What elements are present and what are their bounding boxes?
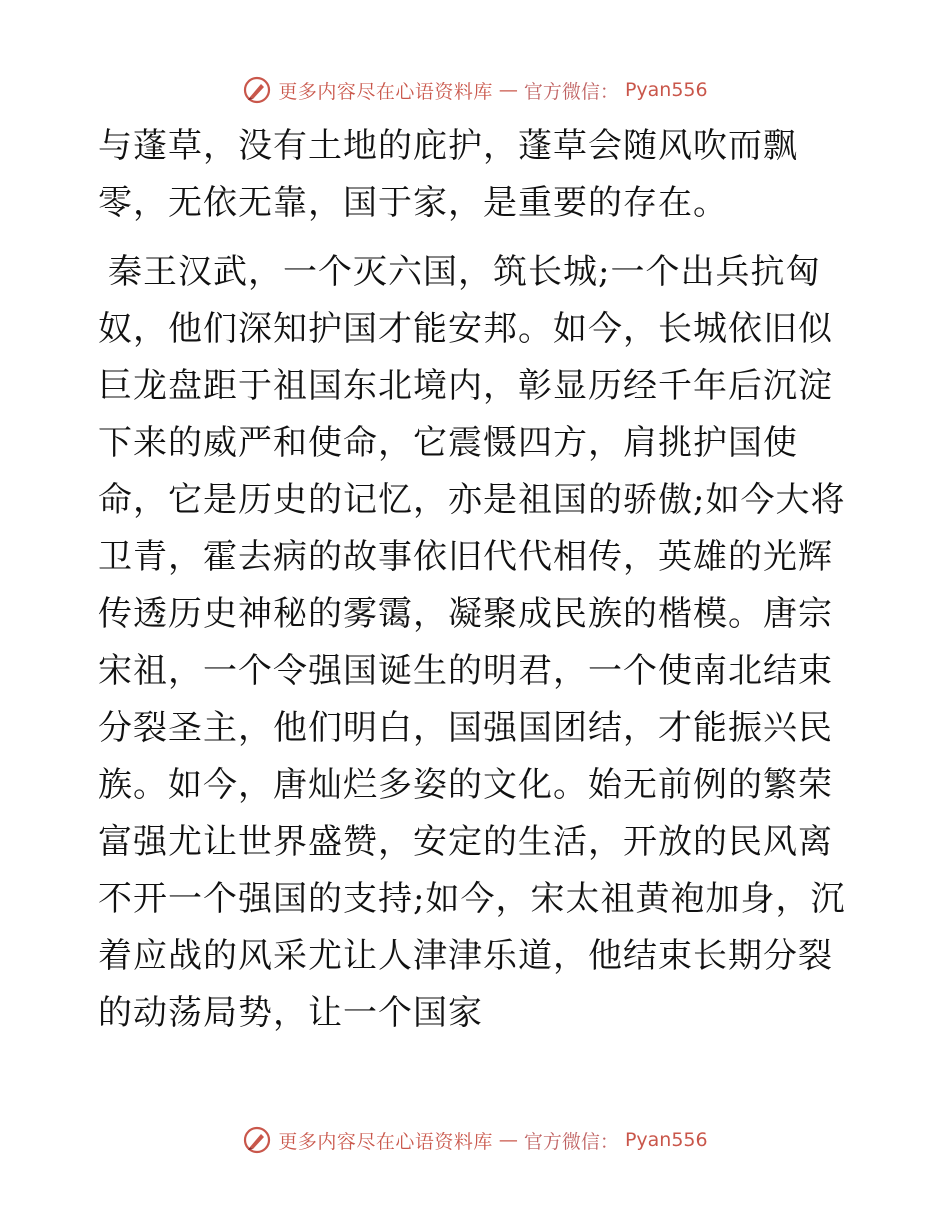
watermark-wechat-id: Pyan556 xyxy=(624,1129,708,1151)
pen-circle-logo-icon xyxy=(242,1125,272,1155)
footer-watermark xyxy=(0,1120,950,1160)
paragraph-2: 秦王汉武，一个灭六国，筑长城;一个出兵抗匈奴，他们深知护国才能安邦。如今，长城依旧似巨龙盘距于祖国东北境内，彰显历经千年后沉淀下来的威严和使命，它震慑四方，肩挑护国使命，它是历史的记忆，亦是祖国的骄傲;如今大将卫青，霍去病的故事依旧代代相传，英雄的光辉传透历史神秘的雾霭，凝聚成民族的楷模。唐宗宋祖，一个令强国诞生的明君，一个使南北结束分裂圣主，他们明白，国强国团结，才能振兴民族。如今，唐灿烂多姿的文化。始无前例的繁荣富强尤让世界盛赞，安定的生活，开放的民风离不开一个强国的支持;如今，宋太祖黄袍加身，沉着应战的风采尤让人津津乐道，他结束长期分裂的动荡局势，让一个国家 xyxy=(98,252,846,1033)
paragraph-1: 与蓬草，没有土地的庇护，蓬草会随风吹而飘零，无依无靠，国于家，是重要的存在。 xyxy=(98,126,798,223)
header-watermark xyxy=(0,70,950,110)
watermark-official-label: 官方微信： xyxy=(523,1130,619,1153)
watermark-main-text: 更多内容尽在心语资料库 xyxy=(278,1130,493,1153)
watermark-separator: — xyxy=(498,79,518,101)
watermark-main-text: 更多内容尽在心语资料库 xyxy=(278,80,493,103)
watermark-official-label: 官方微信： xyxy=(523,80,619,103)
watermark-wechat-id: Pyan556 xyxy=(624,79,708,101)
watermark-separator: — xyxy=(498,1129,518,1151)
document-body xyxy=(98,118,858,1042)
pen-circle-logo-icon xyxy=(242,75,272,105)
